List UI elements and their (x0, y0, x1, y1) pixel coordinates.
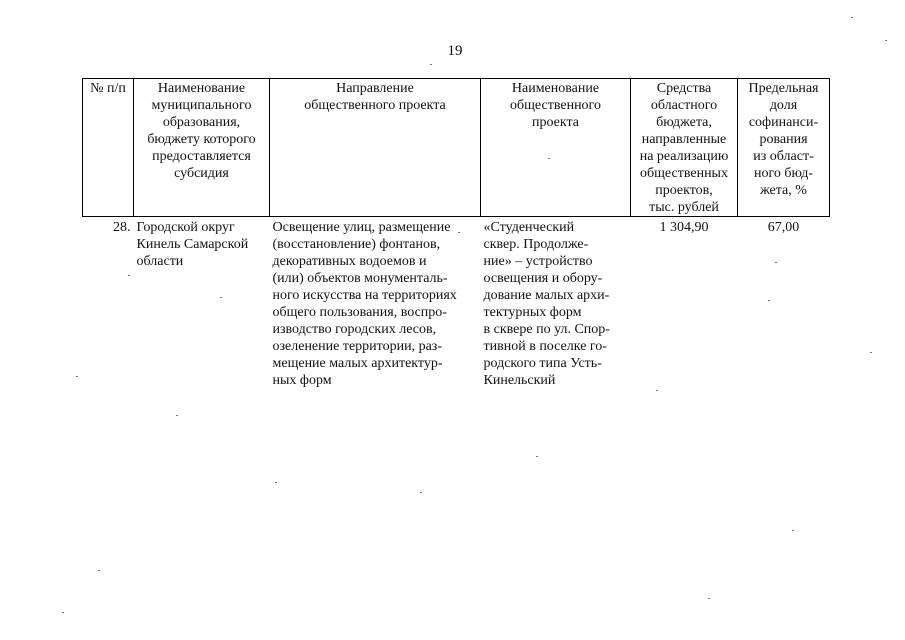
scan-speck (220, 297, 222, 298)
header-regional-budget: Средства областного бюджета, направленные на реализацию общественных проектов, тыс. рублей (631, 79, 738, 217)
table-row (83, 217, 830, 390)
scan-speck (128, 275, 130, 276)
scan-speck (851, 17, 853, 18)
scan-speck (62, 612, 64, 613)
header-municipality: Наименование муниципального образования, бюджету которого предоставляется субсидия (134, 79, 270, 217)
scan-speck (548, 158, 550, 159)
scan-speck (275, 482, 277, 483)
scan-speck (420, 492, 422, 493)
page-number: 19 (447, 43, 463, 59)
direction-cell: Освещение улиц, размещение (восстановление) фонтанов, декоративных водоемов и (или) объектов монументаль- ного искусства на территориях общего пользования, воспро- изводство городских лесов, озеленение территории, раз- мещение малых архитектур- ных форм (272, 220, 457, 388)
header-project-direction: Направление общественного проекта (270, 79, 481, 217)
scan-speck (76, 376, 78, 377)
scan-speck (775, 262, 777, 263)
header-cofinancing-share: Предельная доля софинанси- рования из област- ного бюд- жета, % (738, 79, 830, 217)
municipality-cell: Городской округ Кинель Самарской области (136, 220, 249, 269)
scan-speck (708, 598, 710, 599)
scan-speck (870, 352, 872, 353)
scan-speck (792, 530, 794, 531)
project-cell: «Студенческий сквер. Продолже- ние» – устройство освещения и обору- дование малых архи- тектурных форм в сквере по ул. Спор- тивной в поселке го- родского типа Усть- Кинельский (483, 220, 610, 388)
header-project-name: Наименование общественного проекта (481, 79, 631, 217)
scan-speck (430, 64, 432, 65)
table-header-row (83, 79, 830, 217)
subsidy-table (82, 78, 830, 389)
budget-cell: 1 304,90 (659, 220, 709, 235)
scan-speck (885, 40, 887, 41)
scan-speck (98, 570, 100, 571)
scan-speck (656, 390, 658, 391)
scan-speck (768, 300, 770, 301)
scan-speck (458, 232, 460, 233)
scan-speck (536, 456, 538, 457)
share-cell: 67,00 (767, 220, 800, 235)
header-row-number: № п/п (83, 79, 134, 217)
row-number: 28. (113, 220, 131, 235)
scan-speck (176, 415, 178, 416)
